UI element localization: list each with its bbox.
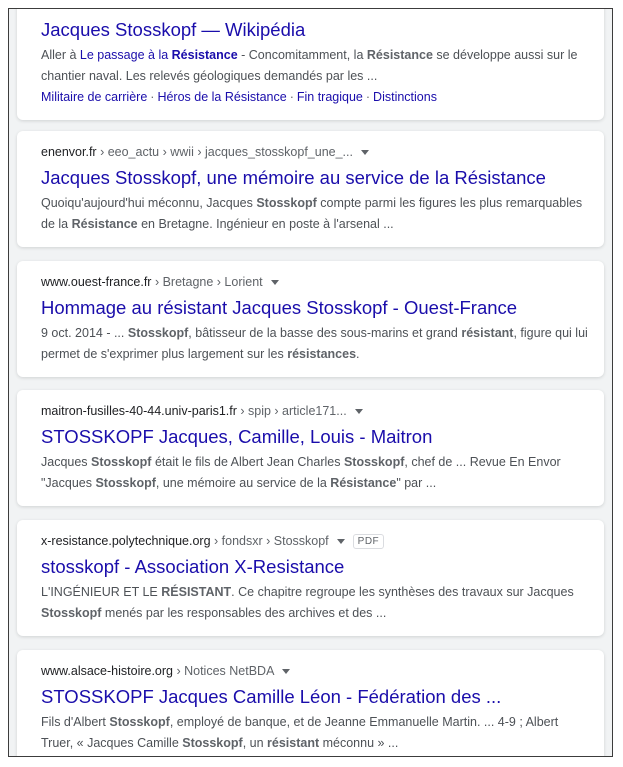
result-domain: enenvor.fr [41, 145, 97, 159]
snippet-text: Aller à [41, 48, 80, 62]
chevron-down-icon[interactable] [355, 409, 363, 414]
result-title-link[interactable]: Jacques Stosskopf, une mémoire au service de la Résistance [41, 167, 546, 188]
snippet-text: , une mémoire au service de la [155, 476, 331, 490]
result-url-breadcrumb[interactable] [41, 143, 590, 161]
snippet-line [41, 214, 590, 235]
snippet-highlight: Stosskopf [91, 455, 152, 469]
snippet-text: . [356, 347, 360, 361]
chevron-down-icon[interactable] [282, 669, 290, 674]
result-title-link[interactable]: Jacques Stosskopf — Wikipédia [41, 19, 306, 40]
result-domain: www.alsace-histoire.org [41, 664, 173, 678]
search-result [17, 650, 604, 757]
result-path: › Notices NetBDA [173, 664, 275, 678]
snippet-line [41, 323, 590, 344]
search-result [17, 131, 604, 247]
snippet-text: Fils d'Albert [41, 715, 110, 729]
result-title-link[interactable]: STOSSKOPF Jacques, Camille, Louis - Maitron [41, 426, 433, 447]
chevron-down-icon[interactable] [271, 280, 279, 285]
chevron-down-icon[interactable] [337, 539, 345, 544]
search-result [17, 261, 604, 377]
snippet-text: Jacques [41, 455, 92, 469]
snippet-highlight: Stosskopf [41, 606, 102, 620]
result-snippet [41, 452, 590, 494]
snippet-inline-link[interactable]: Le passage à la [79, 48, 172, 62]
snippet-text: permet de s'exprimer plus largement sur les [41, 347, 288, 361]
result-path: › eeo_actu › wwii › jacques_stosskopf_une_... [96, 145, 353, 159]
snippet-text: L'INGÉNIEUR ET LE [41, 585, 162, 599]
snippet-line [41, 603, 590, 624]
snippet-text: de la [41, 217, 72, 231]
chevron-down-icon[interactable] [361, 150, 369, 155]
snippet-highlight: Résistance [71, 217, 138, 231]
result-url-breadcrumb[interactable] [41, 402, 590, 420]
snippet-text: " par ... [396, 476, 437, 490]
result-path: › fondsxr › Stosskopf [210, 534, 329, 548]
result-snippet [41, 193, 590, 235]
result-title-link[interactable]: STOSSKOPF Jacques Camille Léon - Fédération des ... [41, 686, 502, 707]
snippet-highlight: Stosskopf [256, 196, 317, 210]
snippet-text: se développe aussi sur le [432, 48, 578, 62]
snippet-text: . Ce chapitre regroupe les synthèses des travaux sur Jacques [231, 585, 574, 599]
snippet-text: , employé de banque, et de Jeanne Emmanuelle Martin. ... 4-9 ; Albert [169, 715, 559, 729]
result-url-breadcrumb[interactable] [41, 273, 590, 291]
snippet-inline-link[interactable]: Résistance [171, 48, 238, 62]
snippet-highlight: Stosskopf [127, 326, 189, 340]
snippet-line [41, 582, 590, 603]
sitelink-separator: · [150, 90, 155, 104]
snippet-text: 9 oct. 2014 - ... [41, 326, 128, 340]
result-snippet [41, 582, 590, 624]
result-url-breadcrumb[interactable] [41, 662, 590, 680]
result-snippet [41, 45, 590, 87]
snippet-line [41, 712, 590, 733]
snippet-text: en Bretagne. Ingénieur en poste à l'arsenal ... [137, 217, 394, 231]
sitelink-separator: · [289, 90, 294, 104]
snippet-highlight: Stosskopf [95, 476, 156, 490]
sitelink-fin-tragique[interactable]: Fin tragique [296, 90, 363, 104]
result-domain: www.ouest-france.fr [41, 275, 152, 289]
snippet-highlight: résistances [287, 347, 357, 361]
sitelink-heros[interactable]: Héros de la Résistance [157, 90, 287, 104]
snippet-highlight: Stosskopf [109, 715, 170, 729]
snippet-text: "Jacques [41, 476, 96, 490]
result-domain: maitron-fusilles-40-44.univ-paris1.fr [41, 404, 237, 418]
snippet-line [41, 344, 590, 365]
snippet-text: Quoiqu'aujourd'hui méconnu, Jacques [41, 196, 257, 210]
result-title-link[interactable]: stosskopf - Association X-Resistance [41, 556, 345, 577]
result-snippet [41, 323, 590, 365]
snippet-line [41, 452, 590, 473]
snippet-text: était le fils de Albert Jean Charles [151, 455, 344, 469]
snippet-line [41, 473, 590, 494]
search-results-frame [8, 8, 613, 757]
snippet-text: , un [242, 736, 268, 750]
search-result [17, 390, 604, 506]
result-path: › spip › article171... [236, 404, 347, 418]
search-result [17, 8, 604, 120]
result-title-link[interactable]: Hommage au résistant Jacques Stosskopf - Ouest-France [41, 297, 518, 318]
snippet-line [41, 45, 590, 66]
result-snippet [41, 712, 590, 754]
snippet-text: , figure qui lui [513, 326, 588, 340]
sitelinks [41, 87, 590, 107]
pdf-badge: PDF [353, 534, 385, 549]
snippet-text: compte parmi les figures les plus remarquables [316, 196, 583, 210]
snippet-text: Truer, « Jacques Camille [41, 736, 183, 750]
sitelink-separator: · [365, 90, 371, 104]
snippet-highlight: Résistance [366, 48, 433, 62]
snippet-highlight: Stosskopf [343, 455, 405, 469]
snippet-line [41, 66, 590, 87]
snippet-highlight: RÉSISTANT [161, 585, 232, 599]
sitelink-militaire[interactable]: Militaire de carrière [41, 90, 148, 104]
snippet-highlight: résistant [267, 736, 320, 750]
search-result [17, 520, 604, 636]
snippet-highlight: Résistance [330, 476, 397, 490]
snippet-line [41, 193, 590, 214]
snippet-highlight: résistant [461, 326, 514, 340]
sitelink-distinctions[interactable]: Distinctions [373, 90, 437, 104]
snippet-text: méconnu » ... [319, 736, 399, 750]
result-url-breadcrumb[interactable] [41, 532, 590, 550]
snippet-text: - Concomitamment, la [237, 48, 367, 62]
snippet-text: , bâtisseur de la basse des sous-marins et grand [188, 326, 462, 340]
snippet-text: chantier naval. Les relevés géologiques demandés par les ... [41, 69, 378, 83]
result-path: › Bretagne › Lorient [151, 275, 263, 289]
snippet-highlight: Stosskopf [182, 736, 243, 750]
snippet-line [41, 733, 590, 754]
snippet-text: menés par les responsables des archives et des ... [101, 606, 387, 620]
snippet-text: , chef de ... Revue En Envor [404, 455, 561, 469]
result-domain: x-resistance.polytechnique.org [41, 534, 211, 548]
